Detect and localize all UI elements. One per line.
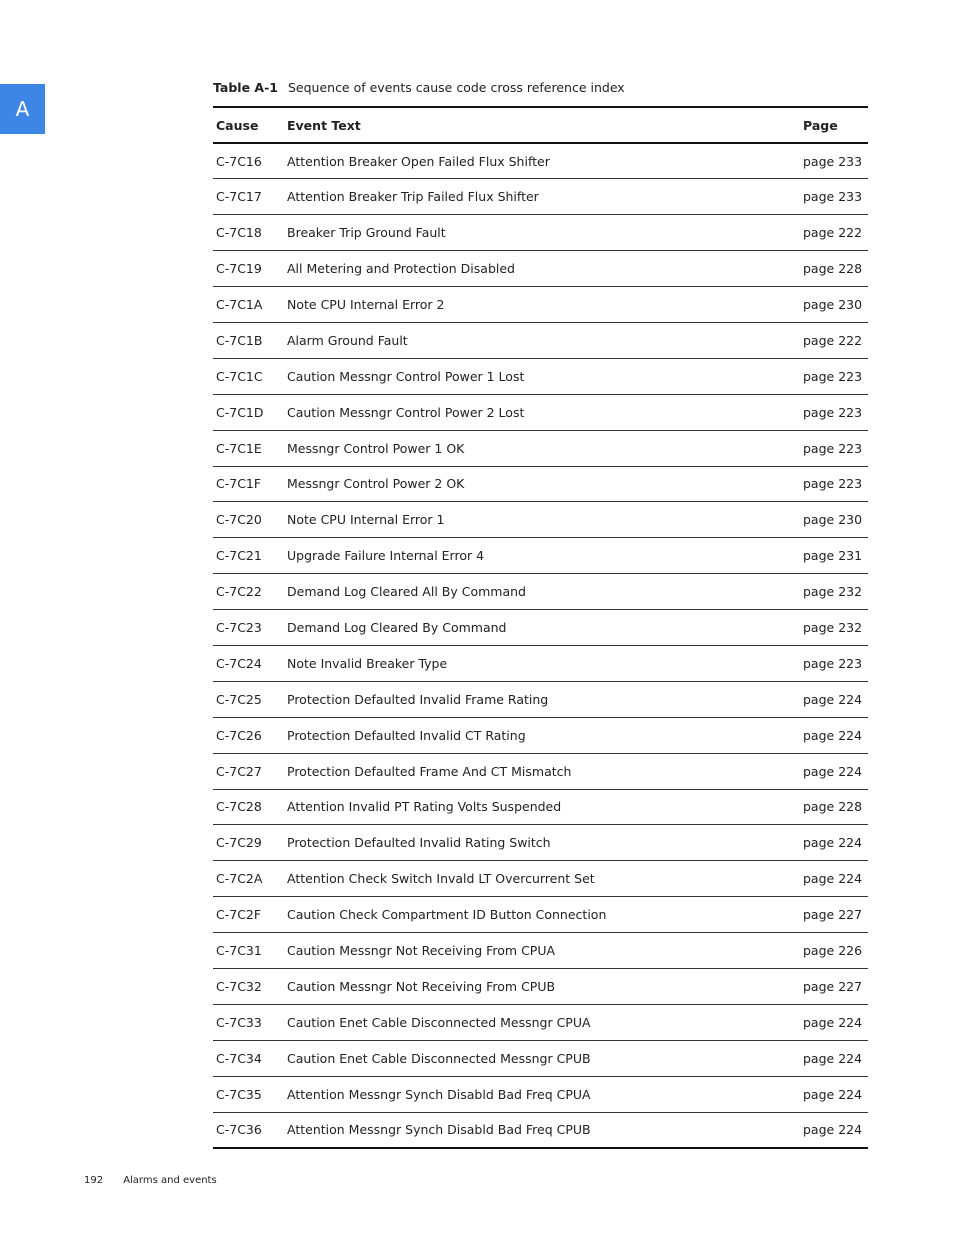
cell-page: page 224 — [800, 1112, 868, 1148]
table-row — [213, 1112, 868, 1148]
cell-page: page 227 — [800, 968, 868, 1004]
cell-page: page 224 — [800, 1076, 868, 1112]
table-row — [213, 143, 868, 179]
table-row — [213, 287, 868, 323]
table-row — [213, 861, 868, 897]
cell-event-text: Attention Breaker Open Failed Flux Shifter — [284, 143, 800, 179]
cell-event-text: Note CPU Internal Error 2 — [284, 287, 800, 323]
cell-cause: C-7C1A — [213, 287, 284, 323]
cell-event-text: Attention Check Switch Invald LT Overcurrent Set — [284, 861, 800, 897]
cell-event-text: Caution Enet Cable Disconnected Messngr CPUB — [284, 1040, 800, 1076]
section-tab-marker — [0, 84, 45, 134]
cell-cause: C-7C33 — [213, 1004, 284, 1040]
table-row — [213, 1076, 868, 1112]
cell-cause: C-7C22 — [213, 574, 284, 610]
cell-cause: C-7C32 — [213, 968, 284, 1004]
cell-cause: C-7C1F — [213, 466, 284, 502]
cell-event-text: All Metering and Protection Disabled — [284, 251, 800, 287]
cell-page: page 233 — [800, 143, 868, 179]
cell-event-text: Messngr Control Power 2 OK — [284, 466, 800, 502]
cell-cause: C-7C2A — [213, 861, 284, 897]
table-row — [213, 681, 868, 717]
table-row — [213, 825, 868, 861]
table-row — [213, 538, 868, 574]
cell-page: page 223 — [800, 466, 868, 502]
cell-cause: C-7C20 — [213, 502, 284, 538]
cell-cause: C-7C23 — [213, 610, 284, 646]
cell-cause: C-7C25 — [213, 681, 284, 717]
cell-cause: C-7C24 — [213, 645, 284, 681]
cell-page: page 230 — [800, 502, 868, 538]
cell-cause: C-7C28 — [213, 789, 284, 825]
cell-page: page 224 — [800, 681, 868, 717]
cell-page: page 222 — [800, 215, 868, 251]
table-row — [213, 897, 868, 933]
cell-event-text: Attention Messngr Synch Disabld Bad Freq CPUA — [284, 1076, 800, 1112]
cell-page: page 233 — [800, 179, 868, 215]
cell-page: page 226 — [800, 933, 868, 969]
cell-event-text: Caution Messngr Control Power 2 Lost — [284, 394, 800, 430]
cell-cause: C-7C26 — [213, 717, 284, 753]
cell-cause: C-7C31 — [213, 933, 284, 969]
table-row — [213, 502, 868, 538]
cell-page: page 227 — [800, 897, 868, 933]
cell-event-text: Caution Messngr Not Receiving From CPUA — [284, 933, 800, 969]
table-header-row — [213, 107, 868, 143]
cell-cause: C-7C27 — [213, 753, 284, 789]
cell-event-text: Attention Messngr Synch Disabld Bad Freq CPUB — [284, 1112, 800, 1148]
cell-page: page 228 — [800, 251, 868, 287]
cell-page: page 232 — [800, 610, 868, 646]
cell-event-text: Upgrade Failure Internal Error 4 — [284, 538, 800, 574]
cell-event-text: Protection Defaulted Invalid Frame Rating — [284, 681, 800, 717]
cell-page: page 224 — [800, 1004, 868, 1040]
cell-event-text: Caution Enet Cable Disconnected Messngr CPUA — [284, 1004, 800, 1040]
header-event-text: Event Text — [284, 107, 800, 143]
cell-cause: C-7C35 — [213, 1076, 284, 1112]
cell-event-text: Breaker Trip Ground Fault — [284, 215, 800, 251]
cell-cause: C-7C19 — [213, 251, 284, 287]
cell-cause: C-7C18 — [213, 215, 284, 251]
table-caption-text: Sequence of events cause code cross reference index — [287, 80, 625, 95]
cell-page: page 223 — [800, 430, 868, 466]
cell-page: page 223 — [800, 358, 868, 394]
cell-event-text: Attention Invalid PT Rating Volts Suspended — [284, 789, 800, 825]
cell-event-text: Protection Defaulted Frame And CT Mismatch — [284, 753, 800, 789]
table-row — [213, 645, 868, 681]
cell-event-text: Demand Log Cleared By Command — [284, 610, 800, 646]
cell-event-text: Protection Defaulted Invalid Rating Switch — [284, 825, 800, 861]
cell-cause: C-7C17 — [213, 179, 284, 215]
cell-cause: C-7C29 — [213, 825, 284, 861]
section-tab-letter: A — [15, 97, 30, 121]
cell-cause: C-7C36 — [213, 1112, 284, 1148]
cell-page: page 230 — [800, 287, 868, 323]
cell-page: page 231 — [800, 538, 868, 574]
cell-event-text: Caution Messngr Control Power 1 Lost — [284, 358, 800, 394]
cell-event-text: Note Invalid Breaker Type — [284, 645, 800, 681]
cell-event-text: Messngr Control Power 1 OK — [284, 430, 800, 466]
table-row — [213, 179, 868, 215]
cell-page: page 224 — [800, 1040, 868, 1076]
cell-cause: C-7C1B — [213, 322, 284, 358]
table-row — [213, 789, 868, 825]
table-row — [213, 430, 868, 466]
cell-cause: C-7C1D — [213, 394, 284, 430]
cell-page: page 232 — [800, 574, 868, 610]
cell-page: page 224 — [800, 717, 868, 753]
cell-page: page 222 — [800, 322, 868, 358]
cell-event-text: Caution Messngr Not Receiving From CPUB — [284, 968, 800, 1004]
cell-cause: C-7C2F — [213, 897, 284, 933]
cell-page: page 228 — [800, 789, 868, 825]
cell-page: page 224 — [800, 753, 868, 789]
cell-event-text: Attention Breaker Trip Failed Flux Shifter — [284, 179, 800, 215]
cell-cause: C-7C1C — [213, 358, 284, 394]
header-cause: Cause — [213, 107, 284, 143]
table-row — [213, 574, 868, 610]
cell-event-text: Protection Defaulted Invalid CT Rating — [284, 717, 800, 753]
footer-section-title: Alarms and events — [123, 1175, 217, 1186]
cell-cause: C-7C21 — [213, 538, 284, 574]
table-row — [213, 968, 868, 1004]
table-row — [213, 717, 868, 753]
table-row — [213, 358, 868, 394]
cell-cause: C-7C34 — [213, 1040, 284, 1076]
cell-page: page 224 — [800, 861, 868, 897]
table-row — [213, 215, 868, 251]
table-row — [213, 610, 868, 646]
cell-event-text: Note CPU Internal Error 1 — [284, 502, 800, 538]
cell-page: page 223 — [800, 645, 868, 681]
table-row — [213, 466, 868, 502]
cell-page: page 223 — [800, 394, 868, 430]
table-caption — [213, 80, 625, 95]
cell-cause: C-7C1E — [213, 430, 284, 466]
table-row — [213, 1040, 868, 1076]
cause-code-table — [213, 106, 868, 1149]
table-header — [213, 107, 868, 143]
cell-event-text: Caution Check Compartment ID Button Connection — [284, 897, 800, 933]
table-row — [213, 322, 868, 358]
table-body — [213, 143, 868, 1148]
cell-cause: C-7C16 — [213, 143, 284, 179]
page-footer — [84, 1175, 217, 1186]
cell-event-text: Demand Log Cleared All By Command — [284, 574, 800, 610]
table-caption-label: Table A-1 — [213, 80, 278, 95]
table-row — [213, 394, 868, 430]
table-row — [213, 1004, 868, 1040]
cell-page: page 224 — [800, 825, 868, 861]
table-row — [213, 753, 868, 789]
header-page: Page — [800, 107, 868, 143]
footer-page-number: 192 — [84, 1175, 104, 1186]
table-row — [213, 251, 868, 287]
cell-event-text: Alarm Ground Fault — [284, 322, 800, 358]
table-row — [213, 933, 868, 969]
